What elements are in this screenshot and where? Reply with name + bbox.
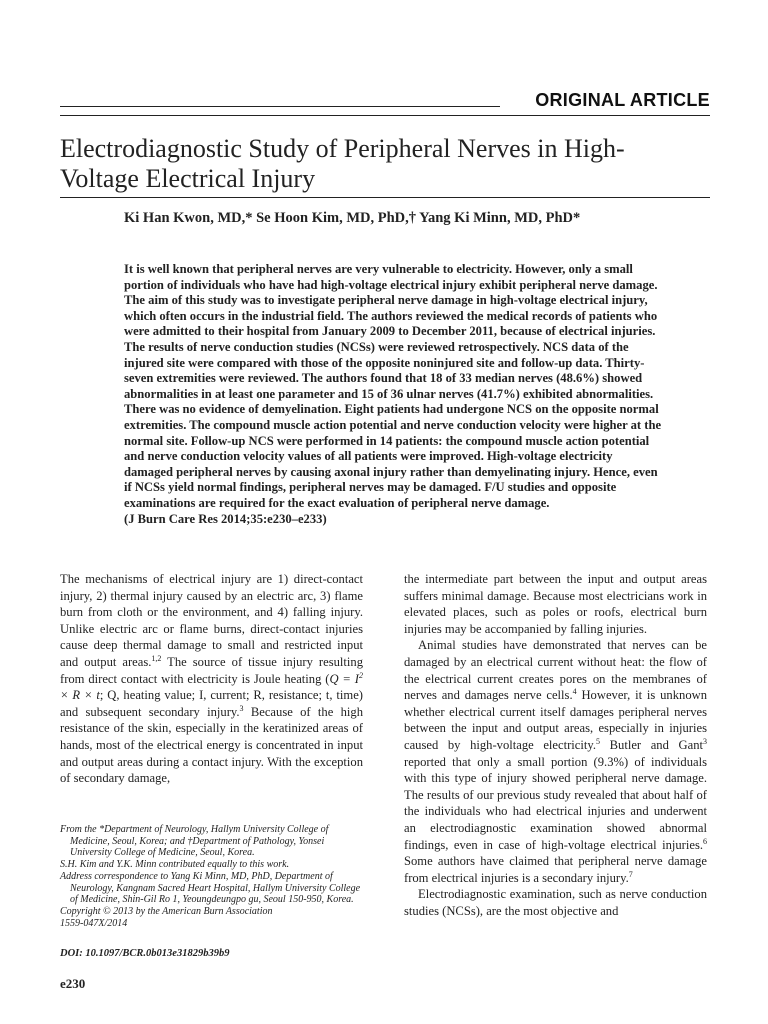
body-column-left (60, 571, 363, 787)
text-run: However, it is unknown whether electrical current itself damages peripheral nerves between the input and output areas, especially in injuries caused by high-voltage electricity. (404, 688, 708, 752)
text-run: The mechanisms of electrical injury are 1) direct-contact injury, 2) thermal injury caused by an electric arc, 3) flame burn from cloth or the environment, and 4) falling injury. Unlike electric arc or flame burns, direct-contact injuries cause deep thermal damage to small and restricted input and output areas. (60, 572, 363, 669)
paragraph: the intermediate part between the input and output areas suffers minimal damage. Because most electricians work in elevated places, such as poles or roofs, electrical burn injuries may be accompanied by falling injuries. (404, 572, 707, 636)
reference-marker: 3 (239, 703, 244, 713)
text-run: Butler and Gant (600, 737, 703, 752)
abstract-text: It is well known that peripheral nerves are very vulnerable to electricity. However, only a small portion of individuals who have had high-voltage electrical injury exhibit peripheral nerve damage. The aim of this study was to investigate peripheral nerve damage in high-voltage electrical injury, which often occurs in the industrial field. The authors reviewed the medical records of patients who were admitted to their hospital from January 2009 to December 2011, because of electrical injuries. The results of nerve conduction studies (NCSs) were reviewed retrospectively. NCS data of the injured site were compared with those of the opposite noninjured site and follow-up data. Thirty-seven extremities were reviewed. The authors found that 18 of 33 median nerves (48.6%) showed abnormalities in at least one parameter and 15 of 36 ulnar nerves (41.7%) exhibited abnormalities. There was no evidence of demyelination. Eight patients had undergone NCS on the opposite normal extremities. The compound muscle action potential and nerve conduction velocity were higher at the normal site. Follow-up NCS were performed in 14 patients: the compound muscle action potential and nerve conduction velocity values of all patients were improved. High-voltage electricity damaged peripheral nerves by causing axonal injury rather than demyelinating injury. Hence, even if NCSs yield normal findings, peripheral nerves may be damaged. F/U studies and opposite examinations are required for the exact evaluation of peripheral nerve damage. (124, 262, 662, 510)
reference-marker: 3 (703, 736, 707, 746)
text-run: Animal studies have demonstrated that nerves can be damaged by an electrical current without heat: the flow of the electrical current creates pores on the membranes of nerves and damages nerve cells. (404, 638, 707, 703)
formula-text: Q = I (329, 671, 359, 686)
reference-marker: 6 (703, 836, 707, 846)
formula-text: × R × t (60, 688, 100, 703)
title-rule (60, 197, 710, 198)
page-number: e230 (60, 976, 86, 991)
text-run: ; Q, heating value; I, current; R, resistance; t, time) and subsequent secondary injury. (60, 688, 363, 719)
footnote: 1559-047X/2014 (60, 917, 128, 929)
author-list: Ki Han Kwon, MD,* Se Hoon Kim, MD, PhD,† Yang Ki Minn, MD, PhD* (124, 210, 581, 226)
formula-exponent: 2 (358, 670, 363, 680)
text-run: reported that only a small portion (9.3%) of individuals with this type of injury showed peripheral nerve damage. The results of our previous study revealed that about half of the individuals who had electrical injuries and underwent an electrodiagnostic examination showed abnormal findings, even in case of high-voltage electrical injuries. (404, 754, 707, 852)
body-column-right (404, 571, 707, 919)
text-run: Some authors have claimed that peripheral nerve damage from electrical injuries is a secondary injury. (404, 854, 707, 885)
footnotes (60, 824, 365, 929)
section-label: ORIGINAL ARTICLE (535, 90, 710, 110)
article-title: Electrodiagnostic Study of Peripheral Nerves in High-Voltage Electrical Injury (60, 134, 625, 193)
reference-marker: 5 (596, 736, 601, 746)
doi: DOI: 10.1097/BCR.0b013e31829b39b9 (60, 948, 230, 959)
reference-marker: 1,2 (151, 653, 162, 663)
reference-marker: 7 (628, 869, 633, 879)
footnote: S.H. Kim and Y.K. Minn contributed equally to this work. (60, 859, 290, 871)
paragraph (60, 571, 363, 787)
footnote: Copyright © 2013 by the American Burn Association (60, 905, 273, 917)
header-rule (60, 106, 500, 107)
reference-marker: 4 (572, 686, 577, 696)
abstract (124, 262, 664, 527)
paragraph: Electrodiagnostic examination, such as nerve conduction studies (NCSs), are the most objective and (404, 887, 707, 918)
paragraph (404, 637, 707, 886)
header-underline (60, 115, 710, 116)
footnote: Address correspondence to Yang Ki Minn, MD, PhD, Department of Neurology, Kangnam Sacred Heart Hospital, Hallym University College of Medicine, Shin-Gil Ro 1, Yeoungdeungpo gu, Seoul 150-950, Korea. (60, 870, 361, 906)
text-run: Because of the high resistance of the skin, especially in the keratinized areas of hands, most of the electrical energy is concentrated in input and output areas during a contact injury. With the exception of secondary damage, (60, 704, 363, 786)
text-run: The source of tissue injury resulting from direct contact with electricity is Joule heating ( (60, 654, 363, 686)
footnote: From the *Department of Neurology, Hallym University College of Medicine, Seoul, Korea; and †Department of Pathology, Yonsei University College of Medicine, Seoul, Korea. (60, 824, 329, 859)
citation: (J Burn Care Res 2014;35:e230–e233) (124, 511, 327, 526)
